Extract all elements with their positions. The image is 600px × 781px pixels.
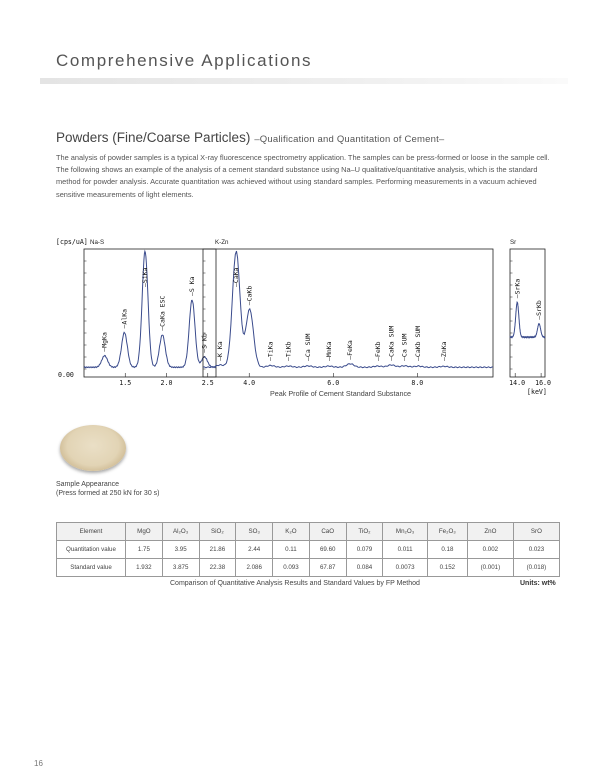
peak-label: —CaKb SUM	[414, 325, 423, 361]
row-label: Standard value	[57, 559, 126, 577]
x-tick-label: 8.0	[411, 379, 424, 387]
table-units: Units: wt%	[520, 580, 556, 587]
x-tick-label: 2.0	[160, 379, 173, 387]
peak-label: —S Ka	[188, 276, 197, 296]
table-row	[57, 541, 560, 559]
table-caption: Comparison of Quantitative Analysis Results and Standard Values by FP Method	[170, 580, 420, 587]
peak-label: —FeKb	[373, 341, 382, 361]
header-cell: MgO	[126, 523, 163, 541]
peak-label: —SiKa	[141, 267, 150, 287]
peak-label: —CaKa SUM	[387, 325, 396, 361]
peak-label: —Ca SUM	[304, 333, 313, 361]
header-cell: Element	[57, 523, 126, 541]
paragraph-2: The following shows an example of the analysis of a cement standard substance using Na–U qualitative/quantitative analysis, which is the standard method for powder analysis. Accurate quantitation was achieved without using standard samples. Performing measurements in a vacuum achieved sensitive measurements of light elements.	[56, 165, 538, 199]
peak-label: —AlKa	[120, 308, 129, 329]
chart-title: Peak Profile of Cement Standard Substance	[270, 389, 412, 398]
header-cell: ZnO	[467, 523, 513, 541]
header-cell: SiO₂	[199, 523, 236, 541]
table-cell: 0.093	[273, 559, 310, 577]
peak-label: —Ca SUM	[400, 333, 409, 361]
header-cell: SrO	[513, 523, 559, 541]
header-cell: Fe₂O₃	[427, 523, 467, 541]
x-tick-label: 2.5	[201, 379, 214, 387]
page-number: 16	[34, 759, 43, 768]
table-cell: 1.75	[126, 541, 163, 559]
header-cell: K₂O	[273, 523, 310, 541]
peak-label: —CaKa ESC	[158, 295, 167, 331]
table-cell: 21.86	[199, 541, 236, 559]
panel-name-2: Sr	[510, 239, 517, 246]
x-tick-label: 14.0	[509, 379, 526, 387]
table-cell: 1.932	[126, 559, 163, 577]
peak-label: —SrKb	[535, 300, 543, 320]
sample-caption-note: (Press formed at 250 kN for 30 s)	[56, 490, 160, 497]
table-cell: 0.002	[467, 541, 513, 559]
x-tick-label: 1.5	[119, 379, 132, 387]
peak-label: —TiKb	[284, 341, 293, 361]
table-header-row	[57, 523, 560, 541]
page-title: Comprehensive Applications	[56, 51, 313, 70]
panel-name-1: K-Zn	[215, 239, 229, 246]
peak-label: —CaKa	[232, 267, 241, 287]
header-cell: Mn₂O₃	[383, 523, 427, 541]
table-row	[57, 559, 560, 577]
panel-name-0: Na-S	[90, 239, 105, 246]
sample-caption	[56, 480, 159, 498]
table-cell: 3.95	[162, 541, 199, 559]
header-cell: CaO	[309, 523, 346, 541]
table-cell: 0.084	[346, 559, 383, 577]
table-cell: 0.079	[346, 541, 383, 559]
peak-label: —FeKa	[346, 340, 355, 360]
peak-label: —MgKa	[100, 332, 109, 352]
table-cell: 0.023	[513, 541, 559, 559]
table-cell: (0.001)	[467, 559, 513, 577]
table-cell: 3.875	[162, 559, 199, 577]
table-cell: 69.60	[309, 541, 346, 559]
table-cell: 0.011	[383, 541, 427, 559]
table-cell: (0.018)	[513, 559, 559, 577]
header-cell: SO₃	[236, 523, 273, 541]
section-subtitle: –Qualification and Quantitation of Cement–	[254, 134, 445, 145]
peak-label: —TiKa	[266, 341, 275, 361]
table-cell: 22.38	[199, 559, 236, 577]
table-cell: 2.086	[236, 559, 273, 577]
peak-label: —S Kb	[200, 333, 209, 353]
sample-caption-title: Sample Appearance	[56, 481, 120, 488]
table-cell: 0.18	[427, 541, 467, 559]
sample-disc-image	[60, 425, 126, 471]
x-tick-label: 16.0	[535, 379, 552, 387]
paragraph-1: The analysis of powder samples is a typical X-ray fluorescence spectrometry application. The samples can be press-formed or loose in the sample cell.	[56, 153, 550, 162]
row-label: Quantitation value	[57, 541, 126, 559]
peak-label: —SrKa	[513, 278, 522, 299]
y-axis-label: [cps/uA]	[56, 238, 88, 246]
table-cell: 0.0073	[383, 559, 427, 577]
header-cell: Al₂O₃	[162, 523, 199, 541]
panel-frame-0	[84, 249, 216, 377]
table-cell: 67.87	[309, 559, 346, 577]
table-cell: 2.44	[236, 541, 273, 559]
section-title-main: Powders (Fine/Coarse Particles)	[56, 130, 251, 145]
x-tick-label: 6.0	[327, 379, 340, 387]
header-cell: TiO₂	[346, 523, 383, 541]
x-axis-unit: [keV]	[527, 388, 547, 396]
x-tick-label: 4.0	[243, 379, 256, 387]
y-zero-label: 0.00	[58, 371, 74, 379]
results-table	[56, 522, 560, 577]
peak-label: —K Ka	[216, 341, 225, 361]
peak-label: —MnKa	[325, 341, 334, 361]
table-cell: 0.152	[427, 559, 467, 577]
table-cell: 0.11	[273, 541, 310, 559]
peak-label: —ZnKa	[439, 341, 448, 361]
peak-label: —CaKb	[245, 285, 254, 306]
